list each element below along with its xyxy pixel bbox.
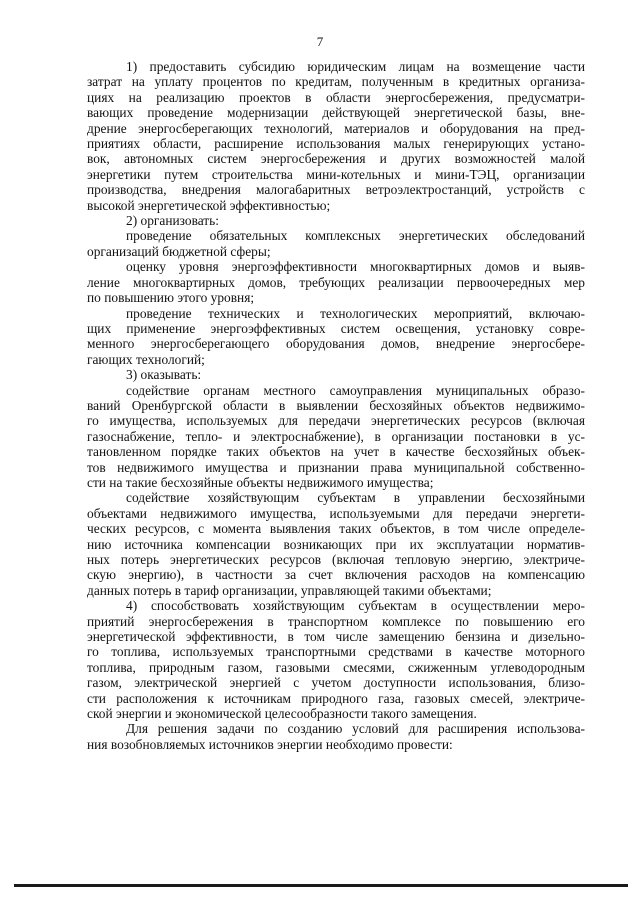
text-line: сти на такие бесхозяйные объекты недвижимого имущества; [87,474,434,490]
text-line: топлива, природным газом, газовыми смесями, сжиженным углеводородным [87,659,585,675]
text-line: го имущества, используемых для передачи энергетических ресурсов (включая [87,413,585,429]
text-line: содействие органам местного самоуправления муниципальных образо- [126,382,585,398]
text-line: проведение обязательных комплексных энергетических обследований [126,228,585,244]
text-line: газоснабжение, тепло- и электроснабжение), в организации постановки в ус- [87,428,585,444]
text-line: приятий энергосбережения в транспортном комплексе по повышению его [87,613,585,629]
text-line: ской энергии и экономической целесообразности такого замещения. [87,706,477,722]
page-number: 7 [316,34,324,49]
text-line: проведение технических и технологических мероприятий, включаю- [126,305,585,321]
body-text [87,59,585,752]
text-line: тановленном порядке таких объектов на учет в качестве бесхозяйных объек- [87,444,585,460]
text-line: объектами недвижимого имущества, используемыми для передачи энергети- [87,505,585,521]
text-line: сти расположения к источникам природного газа, газовых смесей, электриче- [87,690,585,706]
text-line: вающих проведение модернизации действующей энергетической базы, вне- [87,105,585,121]
text-line: скую энергию), в частности за счет включения расходов на компенсацию [87,567,585,583]
text-line: приятиях области, расширение использования малых генерирующих устано- [87,136,585,152]
text-line: по повышению этого уровня; [87,290,255,306]
text-line: затрат на уплату процентов по кредитам, полученным в кредитных организа- [87,74,585,90]
text-line: 1) предоставить субсидию юридическим лицам на возмещение части [126,59,585,74]
text-line: содействие хозяйствующим субъектам в управлении бесхозяйными [126,490,585,506]
text-line: оценку уровня энергоэффективности многоквартирных домов и выяв- [126,259,585,275]
text-line: ление многоквартирных домов, требующих реализации первоочередных мер [87,274,585,290]
text-line: организаций бюджетной сферы; [87,243,271,259]
bottom-rule [14,884,628,887]
text-line: нию источника компенсации возникающих при их эксплуатации норматив- [87,536,585,552]
text-line: ных потерь энергетических ресурсов (включая тепловую энергию, электриче- [87,552,585,567]
text-line: щих применение энергоэффективных систем освещения, установку совре- [87,320,585,336]
text-line: энергетики путем строительства мини-котельных и мини-ТЭЦ, организации [87,166,585,182]
text-line: го топлива, используемых транспортными средствами в качестве моторного [87,644,585,660]
text-line: ния возобновляемых источников энергии необходимо провести: [87,736,453,752]
text-line: вок, автономных систем энергосбережения и других возможностей малой [87,151,585,167]
text-line: циях на реализацию проектов в области энергосбережения, предусматри- [87,89,585,105]
text-line: ваний Оренбургской области в выявлении бесхозяйных объектов недвижимо- [87,397,585,413]
text-line: 4) способствовать хозяйствующим субъектам в осуществлении меро- [126,598,585,614]
text-line: тов недвижимого имущества и признании права муниципальной собственно- [87,459,585,475]
text-line: данных потерь в тариф организации, управляющей такими объектами; [87,582,492,598]
text-line: 2) организовать: [126,213,219,229]
text-line: газом, электрической энергией с учетом доступности использования, близо- [87,675,585,691]
text-line: Для решения задачи по созданию условий для расширения использова- [126,721,585,737]
text-line: энергетической эффективности, в том числе замещению бензина и дизельно- [87,629,585,645]
text-line: менного энергосберегающего оборудования домов, внедрение энергосбере- [87,336,585,352]
text-line: ческих ресурсов, с момента выявления таких объектов, в том числе определе- [87,521,585,537]
text-line: производства, внедрения малогабаритных ветроэлектростанций, устройств с [87,182,585,198]
text-line: высокой энергетической эффективностью; [87,197,331,213]
text-line: дрение энергосберегающих технологий, материалов и оборудования на пред- [87,120,585,136]
text-line: гающих технологий; [87,351,205,367]
text-line: 3) оказывать: [126,367,202,383]
